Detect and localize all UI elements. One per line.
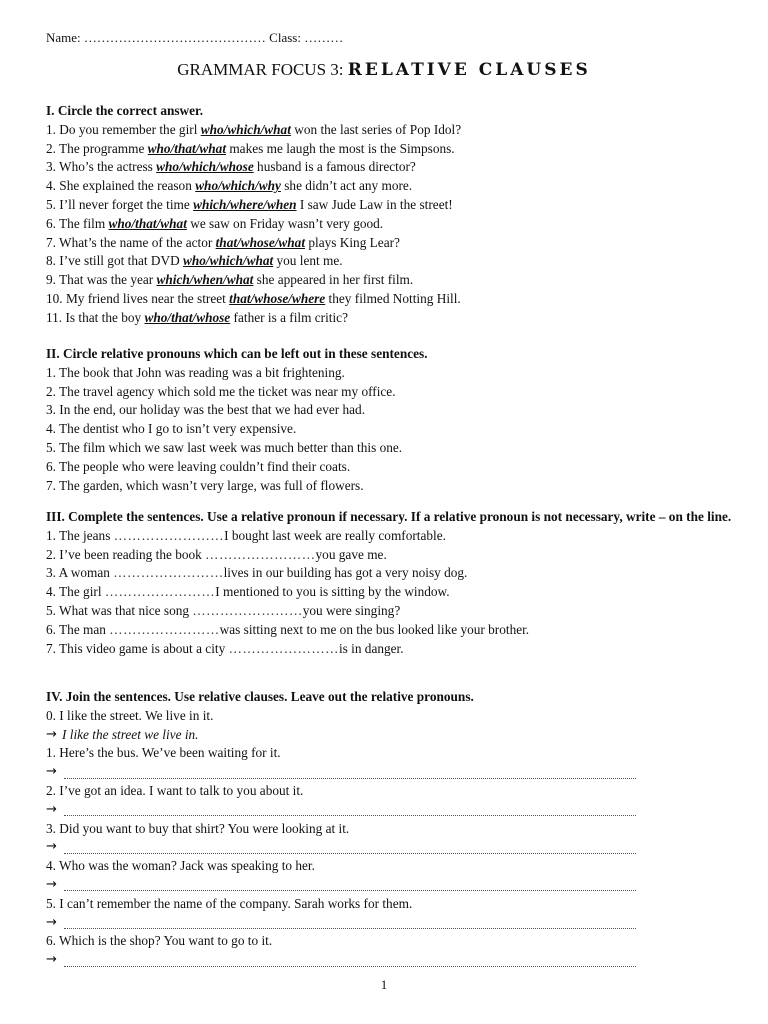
question-item <box>46 252 746 271</box>
question-text: 10. My friend lives near the street <box>46 290 230 306</box>
question-text: father is a film critic? <box>230 309 348 325</box>
example-answer: I like the street we live in. <box>62 726 199 742</box>
arrow-icon: → <box>46 914 57 930</box>
section4-heading: IV. Join the sentences. Use relative clauses. Leave out the relative pronouns. <box>46 689 474 704</box>
sentence-item[interactable]: 3. In the end, our holiday was the best that we had ever had. <box>46 402 366 418</box>
question-item <box>46 215 746 234</box>
question-item <box>46 121 746 140</box>
question-text: I saw Jude Law in the street! <box>296 196 453 212</box>
question-text: 6. The film <box>46 215 109 231</box>
answer-line <box>46 951 746 970</box>
section3-heading: III. Complete the sentences. Use a relative pronoun if necessary. If a relative pronoun is not necessary, write – on the line. <box>46 509 732 524</box>
answer-line <box>46 763 746 782</box>
question-text: 4. She explained the reason <box>46 178 196 194</box>
answer-options[interactable]: who/which/what <box>200 121 291 137</box>
sentence-end: lives in our building has got a very noisy dog. <box>223 565 468 581</box>
section-pronouns-left-out <box>46 345 746 495</box>
question-text: 3. Who’s the actress <box>46 159 157 175</box>
sentence-start: 7. This video game is about a city <box>46 640 229 656</box>
sentence-item[interactable]: 5. The film which we saw last week was much better than this one. <box>46 439 403 455</box>
sentence-item[interactable]: 1. The book that John was reading was a bit frightening. <box>46 364 345 380</box>
sentence-item <box>46 640 746 659</box>
question-item <box>46 290 746 309</box>
section4-list <box>46 744 746 970</box>
question-item <box>46 177 746 196</box>
question-text: 2. The programme <box>46 140 148 156</box>
answer-options[interactable]: that/whose/where <box>229 290 326 306</box>
answer-field[interactable] <box>64 955 636 967</box>
example-answer-line <box>46 726 746 745</box>
sentence-item <box>46 602 746 621</box>
question-item <box>46 158 746 177</box>
join-prompt: 5. I can’t remember the name of the company. Sarah works for them. <box>46 895 413 911</box>
page-title <box>0 60 768 80</box>
question-text: we saw on Friday wasn’t very good. <box>186 215 384 231</box>
section2-list <box>46 364 746 496</box>
join-prompt: 3. Did you want to buy that shirt? You were looking at it. <box>46 820 350 836</box>
answer-field[interactable] <box>64 767 636 779</box>
answer-options[interactable]: who/which/whose <box>156 159 254 175</box>
answer-options[interactable]: who/which/why <box>195 178 281 194</box>
question-item <box>46 196 746 215</box>
question-text: husband is a famous director? <box>253 159 416 175</box>
sentence-end: was sitting next to me on the bus looked like your brother. <box>219 621 530 637</box>
answer-field[interactable] <box>64 917 636 929</box>
answer-field[interactable] <box>64 842 636 854</box>
question-text: you lent me. <box>273 253 343 269</box>
question-text: 9. That was the year <box>46 272 157 288</box>
sentence-end: is in danger. <box>338 640 404 656</box>
title-main: GRAMMAR FOCUS 3: <box>177 60 348 79</box>
answer-options[interactable]: who/that/what <box>108 215 187 231</box>
section2-heading: II. Circle relative pronouns which can be left out in these sentences. <box>46 346 428 361</box>
join-prompt: 2. I’ve got an idea. I want to talk to you about it. <box>46 782 304 798</box>
section-join-sentences <box>46 688 746 970</box>
arrow-icon: → <box>46 726 57 742</box>
title-decorative: RELATIVE CLAUSES <box>347 60 591 80</box>
answer-options[interactable]: who/which/what <box>183 253 274 269</box>
page-number: 1 <box>380 977 388 992</box>
question-item <box>46 234 746 253</box>
class-label: Class: ……… <box>269 30 344 45</box>
join-prompt: 1. Here’s the bus. We’ve been waiting for it. <box>46 745 281 761</box>
blank-field[interactable]: …………………… <box>109 621 220 637</box>
question-text: she didn’t act any more. <box>280 178 413 194</box>
question-item <box>46 140 746 159</box>
name-label: Name: …………………………………… <box>46 30 266 45</box>
answer-field[interactable] <box>64 804 636 816</box>
blank-field[interactable]: …………………… <box>113 527 225 543</box>
answer-options[interactable]: who/that/what <box>147 140 227 156</box>
section1-heading: I. Circle the correct answer. <box>46 103 204 118</box>
sentence-item <box>46 621 746 640</box>
section-complete-sentences <box>46 508 746 658</box>
sentence-item[interactable]: 4. The dentist who I go to isn’t very expensive. <box>46 421 297 437</box>
sentence-start: 1. The jeans <box>46 527 114 543</box>
example-prompt: 0. I like the street. We live in it. <box>46 707 214 723</box>
answer-line <box>46 876 746 895</box>
blank-field[interactable]: …………………… <box>192 602 303 618</box>
question-item <box>46 271 746 290</box>
question-text: she appeared in her first film. <box>253 272 414 288</box>
question-item <box>46 309 746 328</box>
section-circle-answer <box>46 102 746 328</box>
sentence-item <box>46 546 746 565</box>
blank-field[interactable]: …………………… <box>104 584 216 600</box>
question-text: they filmed Notting Hill. <box>325 290 461 306</box>
sentence-start: 3. A woman <box>46 565 114 581</box>
question-text: 1. Do you remember the girl <box>46 121 201 137</box>
sentence-end: I mentioned to you is sitting by the window. <box>215 584 450 600</box>
sentence-item[interactable]: 7. The garden, which wasn’t very large, was full of flowers. <box>46 477 364 493</box>
join-prompt: 4. Who was the woman? Jack was speaking to her. <box>46 858 315 874</box>
sentence-start: 5. What was that nice song <box>46 602 193 618</box>
section1-list <box>46 121 746 328</box>
sentence-end: I bought last week are really comfortable. <box>224 527 446 543</box>
sentence-item <box>46 527 746 546</box>
section3-list <box>46 527 746 659</box>
question-text: 5. I’ll never forget the time <box>46 196 194 212</box>
sentence-item <box>46 583 746 602</box>
blank-field[interactable]: …………………… <box>113 565 224 581</box>
student-info-line <box>46 30 343 46</box>
answer-options[interactable]: which/when/what <box>156 272 254 288</box>
sentence-item <box>46 564 746 583</box>
sentence-start: 6. The man <box>46 621 110 637</box>
answer-options[interactable]: who/that/whose <box>144 309 231 325</box>
blank-field[interactable]: …………………… <box>228 640 339 656</box>
question-text: won the last series of Pop Idol? <box>290 121 462 137</box>
sentence-end: you gave me. <box>315 546 387 562</box>
question-text: 7. What’s the name of the actor <box>46 234 216 250</box>
sentence-start: 4. The girl <box>46 584 105 600</box>
sentence-item[interactable]: 6. The people who were leaving couldn’t find their coats. <box>46 458 351 474</box>
answer-options[interactable]: which/where/when <box>193 196 297 212</box>
blank-field[interactable]: …………………… <box>205 546 316 562</box>
answer-line <box>46 801 746 820</box>
question-text: 8. I’ve still got that DVD <box>46 253 184 269</box>
question-text: 11. Is that the boy <box>46 309 145 325</box>
arrow-icon: → <box>46 876 57 892</box>
sentence-start: 2. I’ve been reading the book <box>46 546 206 562</box>
sentence-item[interactable]: 2. The travel agency which sold me the ticket was near my office. <box>46 383 396 399</box>
arrow-icon: → <box>46 839 57 855</box>
arrow-icon: → <box>46 952 57 968</box>
question-text: makes me laugh the most is the Simpsons. <box>226 140 455 156</box>
answer-options[interactable]: that/whose/what <box>215 234 306 250</box>
arrow-icon: → <box>46 801 57 817</box>
question-text: plays King Lear? <box>305 234 400 250</box>
join-prompt: 6. Which is the shop? You want to go to it. <box>46 933 273 949</box>
answer-field[interactable] <box>64 879 636 891</box>
sentence-end: you were singing? <box>302 602 401 618</box>
answer-line <box>46 914 746 933</box>
arrow-icon: → <box>46 764 57 780</box>
answer-line <box>46 838 746 857</box>
